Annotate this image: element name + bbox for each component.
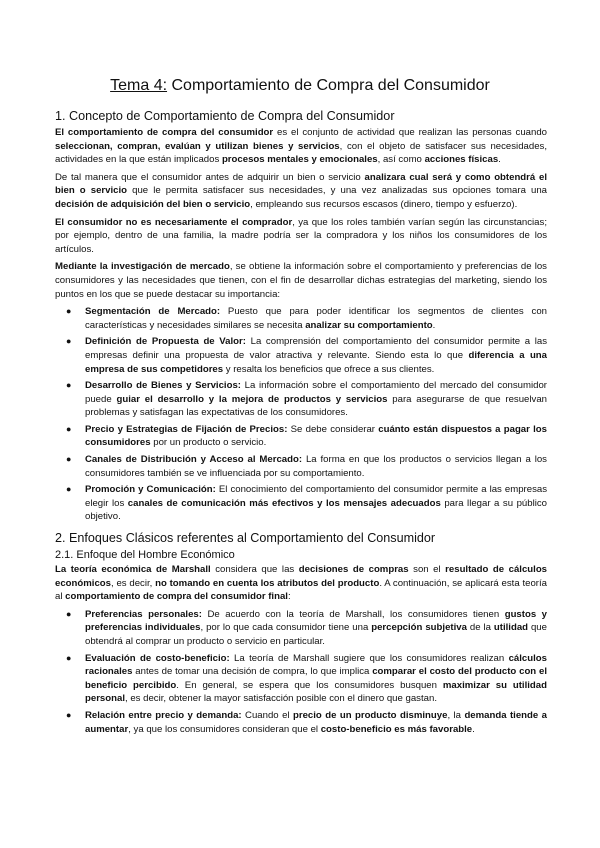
text-run: Puesto que para poder identificar los segmentos de clientes con características y necesidades similares se necesita	[85, 306, 547, 331]
bold-run: comparar el costo del producto con el beneficio percibido	[85, 666, 547, 691]
paragraph	[55, 171, 547, 212]
text-run: :	[287, 591, 291, 603]
bullet-icon: ●	[66, 380, 72, 391]
bold-run: decisiones de compras	[298, 564, 409, 576]
list-item	[55, 453, 547, 480]
bullet-list	[55, 608, 547, 736]
text-run: .	[432, 319, 436, 331]
text-run: La teoría de Marshall sugiere que los consumidores realizan	[229, 652, 509, 664]
text-run: La información sobre el comportamiento del mercado del consumidor puede	[85, 380, 547, 405]
bold-run: Preferencias personales:	[85, 608, 202, 620]
text-run: que le permita satisfacer sus necesidades, y una vez analizadas sus opciones tomara una	[127, 185, 547, 197]
bullet-icon: ●	[66, 306, 72, 317]
bold-run: comportamiento de compra del consumidor final	[65, 591, 288, 603]
list-item-text	[85, 609, 547, 647]
bold-run: diferencia a una empresa de sus competidores	[85, 349, 547, 375]
bold-run: Segmentación de Mercado:	[85, 306, 221, 318]
list-item	[55, 608, 547, 649]
list-item-text	[85, 424, 547, 449]
list-item	[55, 423, 547, 450]
bold-run: La teoría económica de Marshall	[55, 564, 211, 576]
subsection-heading: 2.1. Enfoque del Hombre Económico	[55, 549, 235, 562]
paragraph	[55, 260, 547, 301]
bold-run: guiar el desarrollo y la mejora de productos y servicios	[116, 393, 388, 405]
text-run: , ya que los consumidores consideran que el	[128, 723, 321, 735]
paragraph	[55, 216, 547, 257]
text-run: , se obtiene la información sobre el comportamiento y preferencias de los consumidores y las necesidades que tienen, con el fin de desarrollar dichas estrategias del marketing, siendo los puntos en los que se puede destacar su importancia:	[55, 261, 547, 300]
bold-run: Promoción y Comunicación:	[85, 484, 216, 496]
bold-run: maximizar su utilidad personal	[85, 679, 547, 705]
bold-run: precio de un producto disminuye	[292, 709, 448, 721]
bullet-icon: ●	[66, 652, 72, 663]
text-run: por un producto o servicio.	[150, 437, 267, 449]
list-item-text	[85, 336, 547, 374]
text-run: y resalta los beneficios que ofrece a sus clientes.	[223, 363, 435, 375]
bold-run: utilidad	[493, 622, 529, 634]
bold-run: decisión de adquisición del bien o servicio	[55, 198, 251, 210]
bold-run: Mediante la investigación de mercado	[55, 261, 230, 273]
list-item	[55, 379, 547, 420]
bold-run: Canales de Distribución y Acceso al Mercado:	[85, 454, 303, 466]
bold-run: analizar su comportamiento	[305, 319, 433, 331]
bullet-icon: ●	[66, 709, 72, 720]
text-run: .	[498, 154, 501, 166]
bullet-icon: ●	[66, 423, 72, 434]
bold-run: procesos mentales y emocionales	[221, 154, 378, 166]
text-run: . En general, se espera que los consumidores busquen	[176, 679, 443, 691]
text-run: es el conjunto de actividad que realizan las personas cuando	[273, 127, 547, 138]
text-run: , empleando sus recursos escasos (dinero, tiempo y esfuerzo).	[250, 198, 518, 210]
list-item-text	[85, 454, 547, 479]
text-run: La comprensión del comportamiento del consumidor permite a las empresas definir una propuesta de valor atractiva y relevante. Siendo esta lo que	[85, 336, 548, 361]
bullet-list	[55, 305, 547, 524]
document-body	[55, 108, 547, 740]
paragraph	[55, 126, 547, 167]
text-run: para asegurarse de que resuelvan problemas y satisfagan las expectativas de los consumidores.	[85, 393, 547, 419]
bold-run: Relación entre precio y demanda:	[85, 709, 242, 721]
bold-run: Evaluación de costo-beneficio:	[85, 652, 230, 664]
list-item-text	[85, 653, 547, 705]
list-item	[55, 709, 547, 736]
bold-run: gustos y preferencias individuales	[85, 608, 547, 634]
section-2-heading: 2. Enfoques Clásicos referentes al Comportamiento del Consumidor	[55, 531, 436, 546]
paragraph	[55, 563, 547, 604]
list-item	[55, 483, 547, 524]
text-run: , por lo que cada consumidor tiene una	[200, 622, 372, 634]
list-item	[55, 335, 547, 376]
text-run: , es decir, obtener la mayor satisfacción posible con el dinero que gastan.	[125, 693, 437, 705]
bold-run: El consumidor no es necesariamente el comprador	[55, 216, 293, 228]
bold-run: acciones físicas	[424, 154, 499, 166]
text-run: antes de tomar una decisión de compra, lo que implica	[132, 666, 373, 678]
text-run: , así como	[377, 154, 425, 166]
bold-run: El comportamiento de compra del consumidor	[55, 127, 274, 138]
list-item-text	[85, 380, 547, 418]
bold-run: Desarrollo de Bienes y Servicios:	[85, 380, 241, 392]
text-run: de la	[466, 622, 494, 634]
text-run: , es decir,	[110, 577, 156, 589]
text-run: que obtendrá al comprar un producto o servicio en particular.	[85, 622, 547, 647]
text-run: , ya que los roles también varían según las circunstancias; por ejemplo, dentro de una familia, la madre podría ser la compradora y los niños los consumidores de los artículos.	[55, 216, 547, 255]
text-run: , con el objeto de satisfacer sus necesidades, actividades en la que están implicados	[55, 140, 547, 166]
bullet-icon: ●	[66, 608, 72, 619]
bold-run: Precio y Estrategias de Fijación de Precios:	[85, 423, 288, 435]
list-item-text	[85, 710, 547, 735]
section-1-heading: 1. Concepto de Comportamiento de Compra del Consumidor	[55, 109, 395, 123]
text-run: . A continuación, se aplicará esta teoría al	[55, 577, 547, 603]
bold-run: canales de comunicación más efectivos y los mensajes adecuados	[127, 497, 441, 509]
bold-run: analizara cual será y como obtendrá el bien o servicio	[55, 171, 547, 197]
bold-run: percepción subjetiva	[371, 622, 467, 634]
title-text: Comportamiento de Compra del Consumidor	[167, 77, 490, 94]
bullet-icon: ●	[66, 484, 72, 495]
text-run: La forma en que los productos o servicios llegan a los consumidores también se ve influenciada por su comportamiento.	[85, 454, 547, 479]
page-title	[0, 76, 600, 96]
list-item	[55, 652, 547, 706]
bullet-icon: ●	[66, 336, 72, 347]
bold-run: resultado de cálculos económicos	[55, 564, 548, 589]
text-run: son el	[408, 564, 446, 576]
list-item-text	[85, 306, 547, 331]
title-prefix: Tema 4:	[110, 77, 168, 94]
bold-run: no tomando en cuenta los atributos del producto	[155, 577, 380, 589]
bold-run: cuánto están dispuestos a pagar los consumidores	[85, 423, 547, 449]
bold-run: cálculos racionales	[85, 652, 547, 678]
text-run: Cuando el	[241, 709, 293, 721]
bold-run: seleccionan, compran, evalúan y utilizan bienes y servicios	[55, 140, 340, 152]
text-run: El conocimiento del comportamiento del consumidor permite a las empresas elegir los	[85, 484, 547, 509]
text-run: Se debe considerar	[287, 423, 379, 435]
bold-run: demanda tiende a aumentar	[85, 709, 548, 735]
list-item-text	[85, 484, 547, 522]
text-run: De tal manera que el consumidor antes de adquirir un bien o servicio	[55, 171, 365, 183]
list-item	[55, 305, 547, 332]
text-run: .	[472, 723, 475, 735]
text-run: De acuerdo con la teoría de Marshall, los consumidores tienen	[201, 608, 505, 620]
text-run: considera que las	[210, 564, 299, 576]
text-run: , la	[447, 709, 465, 721]
bold-run: costo-beneficio es más favorable	[320, 723, 473, 735]
bold-run: Definición de Propuesta de Valor:	[85, 336, 246, 348]
bullet-icon: ●	[66, 454, 72, 465]
text-run: para llegar a su público objetivo.	[85, 497, 547, 523]
